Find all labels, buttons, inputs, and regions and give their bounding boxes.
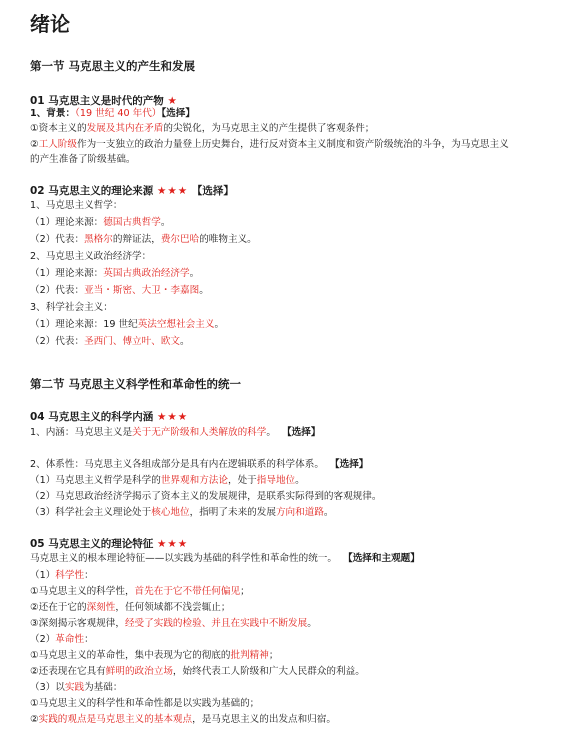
topic-05-line-9: （3）以实践为基础： xyxy=(30,682,123,693)
page-title: 绪论 xyxy=(30,12,70,36)
topic-04-line-2: 2、体系性：马克思主义各组成部分是具有内在逻辑联系的科学体系。 【选择】 xyxy=(30,459,369,470)
topic-05-line-7: ①马克思主义的革命性，集中表现为它的彻底的批判精神； xyxy=(30,650,279,661)
topic-05-line-11: ②实践的观点是马克思主义的基本观点，是马克思主义的出发点和归宿。 xyxy=(30,714,337,725)
topic-02-line-8: （1）理论来源：19 世纪英法空想社会主义。 xyxy=(30,319,225,330)
topic-02-heading: 02 马克思主义的理论来源 ★★★ 【选择】 xyxy=(30,185,234,197)
topic-01-heading: 01 马克思主义是时代的产物 ★ xyxy=(30,95,178,107)
topic-04-line-1: 1、内涵：马克思主义是关于无产阶级和人类解放的科学。 【选择】 xyxy=(30,427,321,438)
topic-05-line-8: ②还表现在它具有鲜明的政治立场，始终代表工人阶级和广大人民群众的利益。 xyxy=(30,666,365,677)
topic-02-line-6: （2）代表：亚当・斯密、大卫・李嘉图。 xyxy=(30,285,209,296)
topic-02-line-5: （1）理论来源：英国古典政治经济学。 xyxy=(30,268,200,279)
topic-05-line-6: （2）革命性： xyxy=(30,634,94,645)
star-rating: ★★★ xyxy=(156,538,189,550)
topic-02-line-2: （1）理论来源：德国古典哲学。 xyxy=(30,217,171,228)
star-rating: ★★★ xyxy=(156,411,189,423)
topic-01-background: 1、背景：（19 世纪 40 年代）【选择】 xyxy=(30,108,195,119)
topic-04-line-3: （1）马克思主义哲学是科学的世界观和方法论，处于指导地位。 xyxy=(30,475,305,486)
section-2-heading: 第二节 马克思主义科学性和革命性的统一 xyxy=(30,377,242,391)
topic-04-line-4: （2）马克思政治经济学揭示了资本主义的发展规律，是联系实际得到的客观规律。 xyxy=(30,491,382,502)
topic-01-line-3: 的产生准备了阶级基础。 xyxy=(30,154,136,165)
topic-02-line-9: （2）代表：圣西门、傅立叶、欧文。 xyxy=(30,336,190,347)
topic-04-heading: 04 马克思主义的科学内涵 ★★★ xyxy=(30,411,189,423)
topic-05-line-2: （1）科学性： xyxy=(30,570,94,581)
star-rating: ★ xyxy=(167,95,178,107)
topic-05-line-5: ③深刻揭示客观规律，经受了实践的检验、并且在实践中不断发展。 xyxy=(30,618,317,629)
topic-05-line-3: ①马克思主义的科学性，首先在于它不带任何偏见； xyxy=(30,586,250,597)
topic-05-line-1: 马克思主义的根本理论特征——以实践为基础的科学性和革命性的统一。 【选择和主观题】 xyxy=(30,553,420,564)
topic-02-line-7: 3、科学社会主义： xyxy=(30,302,113,313)
topic-04-line-5: （3）科学社会主义理论处于核心地位，指明了未来的发展方向和道路。 xyxy=(30,507,334,518)
topic-02-line-1: 1、马克思主义哲学： xyxy=(30,200,123,211)
topic-01-line-2: ②工人阶级作为一支独立的政治力量登上历史舞台，进行反对资本主义制度和资产阶级统治的斗争，为马克思主义 xyxy=(30,139,509,150)
topic-05-heading: 05 马克思主义的理论特征 ★★★ xyxy=(30,538,189,550)
topic-02-line-3: （2）代表：黑格尔的辩证法，费尔巴哈的唯物主义。 xyxy=(30,234,257,245)
section-1-heading: 第一节 马克思主义的产生和发展 xyxy=(30,59,196,73)
topic-05-line-4: ②还在于它的深刻性，任何领域都不浅尝辄止； xyxy=(30,602,231,613)
topic-01-line-1: ①资本主义的发展及其内在矛盾的尖锐化，为马克思主义的产生提供了客观条件； xyxy=(30,123,375,134)
topic-02-line-4: 2、马克思主义政治经济学： xyxy=(30,251,152,262)
star-rating: ★★★ xyxy=(156,185,189,197)
topic-05-line-10: ①马克思主义的科学性和革命性都是以实践为基础的； xyxy=(30,698,260,709)
